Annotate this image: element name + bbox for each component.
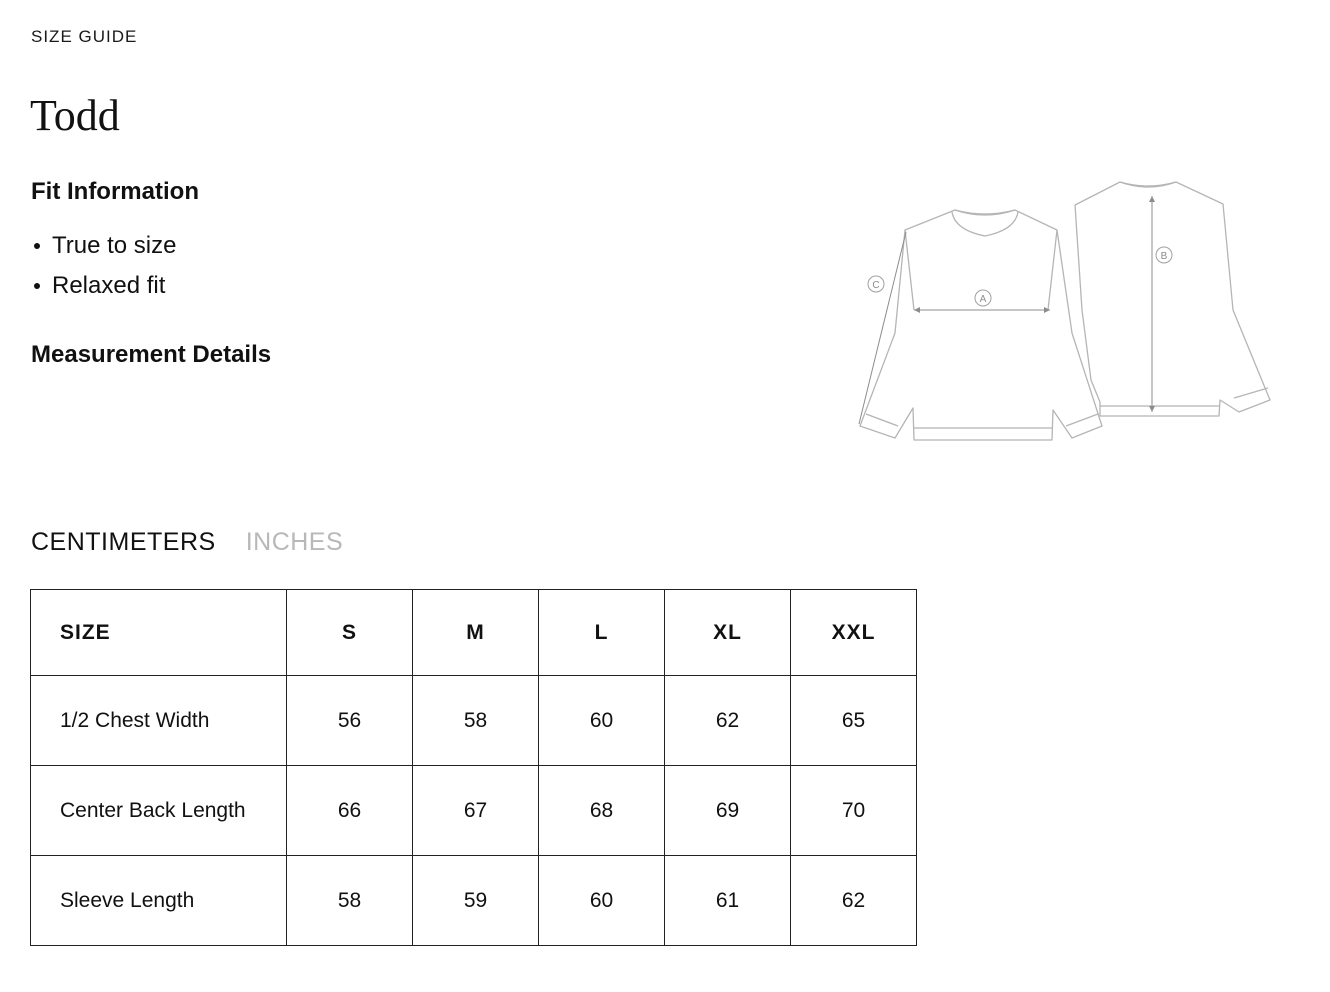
table-row (31, 676, 917, 766)
table-cell: 56 (287, 676, 413, 766)
bullet-icon (34, 283, 40, 289)
table-row (31, 766, 917, 856)
size-guide-eyebrow: SIZE GUIDE (31, 27, 138, 46)
table-cell: 59 (413, 856, 539, 946)
column-header: XL (665, 590, 791, 676)
tab-centimeters[interactable]: CENTIMETERS (31, 528, 216, 556)
measurement-details-heading: Measurement Details (31, 341, 272, 368)
list-item (31, 226, 177, 266)
table-cell: 66 (287, 766, 413, 856)
table-cell: 68 (539, 766, 665, 856)
table-cell: 58 (287, 856, 413, 946)
column-header-size: SIZE (31, 590, 287, 676)
row-label: 1/2 Chest Width (31, 676, 287, 766)
product-title: Todd (30, 91, 120, 140)
table-cell: 61 (665, 856, 791, 946)
table-header-row (31, 590, 917, 676)
garment-measurement-diagram (850, 170, 1280, 455)
table-cell: 69 (665, 766, 791, 856)
table-cell: 62 (791, 856, 917, 946)
diagram-label-back-length: B (1160, 251, 1168, 262)
tab-inches[interactable]: INCHES (245, 528, 344, 556)
table-cell: 65 (791, 676, 917, 766)
size-chart-table (30, 589, 917, 946)
table-cell: 58 (413, 676, 539, 766)
table-cell: 60 (539, 676, 665, 766)
unit-toggle (31, 528, 343, 557)
fit-item-label: True to size (52, 232, 177, 259)
table-row (31, 856, 917, 946)
column-header: XXL (791, 590, 917, 676)
table-cell: 70 (791, 766, 917, 856)
fit-information-list (31, 226, 177, 306)
bullet-icon (34, 243, 40, 249)
diagram-label-sleeve: C (872, 280, 880, 291)
list-item (31, 266, 177, 306)
column-header: M (413, 590, 539, 676)
row-label: Center Back Length (31, 766, 287, 856)
diagram-label-chest: A (979, 294, 987, 305)
row-label: Sleeve Length (31, 856, 287, 946)
fit-information-heading: Fit Information (31, 178, 199, 205)
fit-item-label: Relaxed fit (52, 272, 166, 299)
column-header: L (539, 590, 665, 676)
table-cell: 62 (665, 676, 791, 766)
table-cell: 60 (539, 856, 665, 946)
column-header: S (287, 590, 413, 676)
table-cell: 67 (413, 766, 539, 856)
